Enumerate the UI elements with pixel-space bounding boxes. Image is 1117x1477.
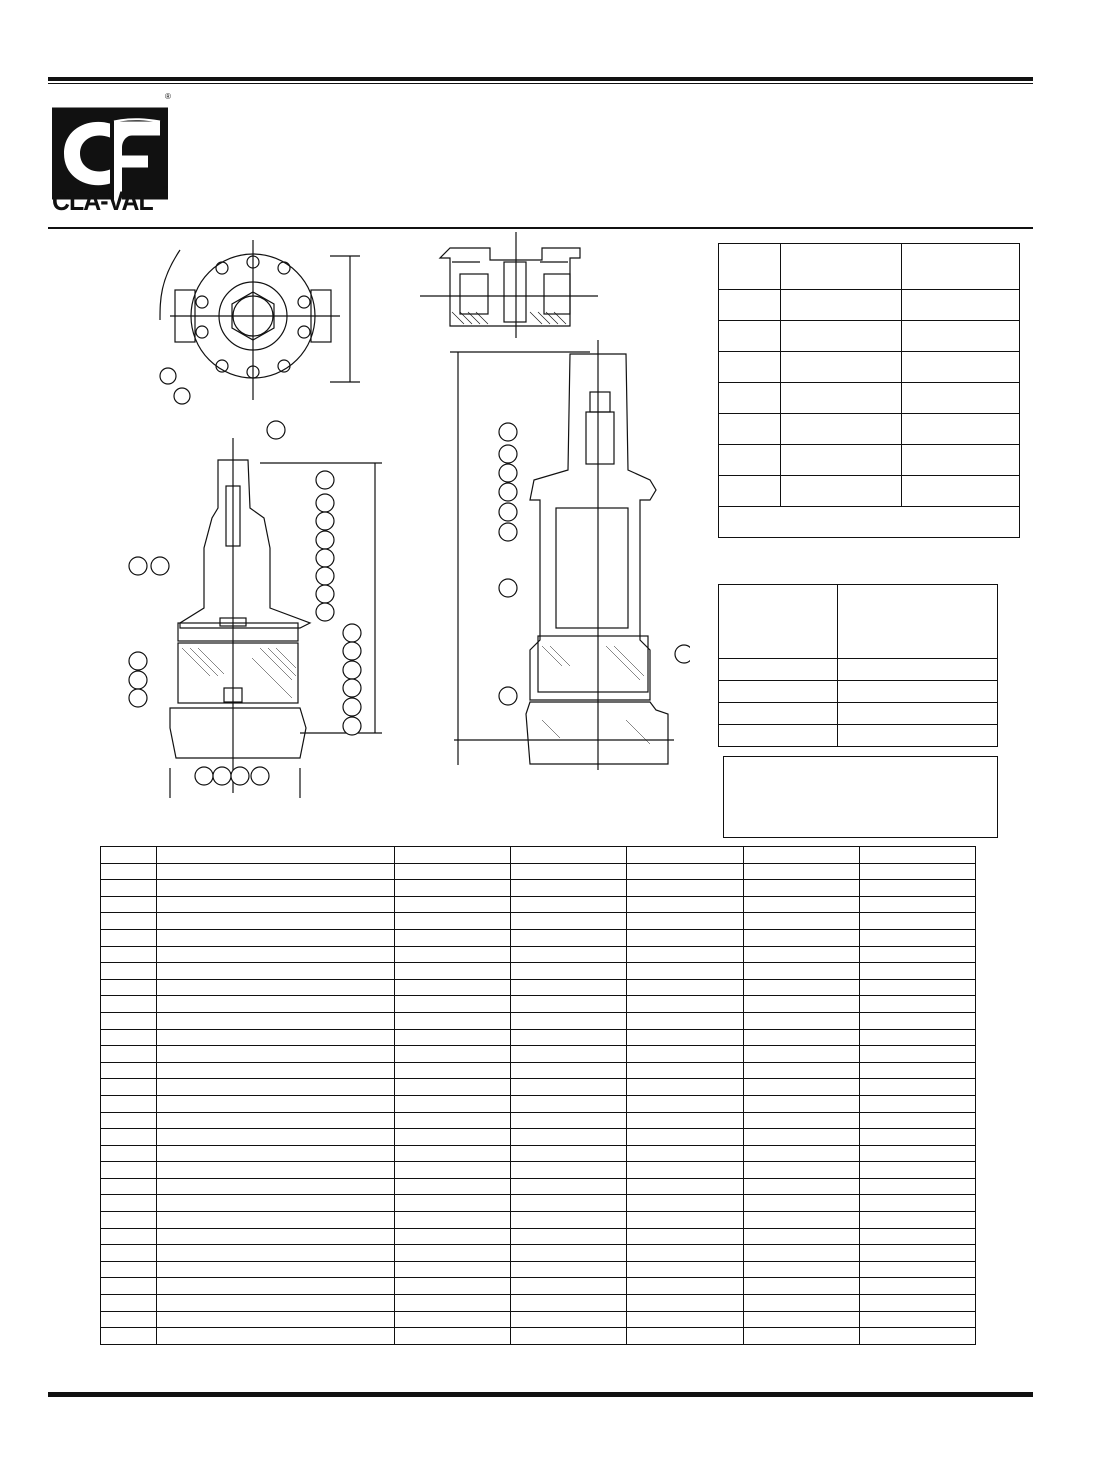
parts-cell xyxy=(156,880,394,897)
parts-cell xyxy=(859,929,975,946)
parts-row xyxy=(101,1079,976,1096)
parts-cell xyxy=(743,1178,859,1195)
parts-cell xyxy=(627,1012,743,1029)
dimension-cell xyxy=(719,352,781,383)
parts-cell xyxy=(743,1228,859,1245)
parts-cell xyxy=(156,929,394,946)
parts-row xyxy=(101,1278,976,1295)
parts-cell xyxy=(743,896,859,913)
parts-cell xyxy=(511,1046,627,1063)
parts-cell xyxy=(743,1079,859,1096)
parts-cell xyxy=(627,1129,743,1146)
parts-cell xyxy=(394,1212,510,1229)
parts-cell xyxy=(394,1012,510,1029)
parts-cell xyxy=(156,963,394,980)
size-cell xyxy=(838,585,998,659)
parts-cell xyxy=(101,1079,157,1096)
parts-cell xyxy=(394,913,510,930)
parts-cell xyxy=(511,863,627,880)
parts-cell xyxy=(511,1311,627,1328)
parts-cell xyxy=(511,1212,627,1229)
parts-cell xyxy=(101,1178,157,1195)
parts-cell xyxy=(743,1112,859,1129)
logo-wordmark: CLA-VAL xyxy=(52,186,153,216)
parts-cell xyxy=(101,1278,157,1295)
parts-cell xyxy=(627,1328,743,1345)
parts-cell xyxy=(101,1145,157,1162)
parts-cell xyxy=(627,1311,743,1328)
parts-cell xyxy=(859,1245,975,1262)
dimension-cell xyxy=(781,290,902,321)
parts-cell xyxy=(101,880,157,897)
parts-cell xyxy=(859,880,975,897)
size-cell xyxy=(838,681,998,703)
parts-row xyxy=(101,1129,976,1146)
dimension-cell xyxy=(902,244,1020,290)
parts-cell xyxy=(743,1261,859,1278)
parts-cell xyxy=(743,1129,859,1146)
parts-cell xyxy=(156,1095,394,1112)
parts-row xyxy=(101,1162,976,1179)
parts-cell xyxy=(156,1079,394,1096)
trademark-mark: ™ xyxy=(162,186,168,192)
parts-cell xyxy=(859,1278,975,1295)
parts-cell xyxy=(859,996,975,1013)
parts-cell xyxy=(859,1145,975,1162)
parts-cell xyxy=(511,946,627,963)
parts-row xyxy=(101,1178,976,1195)
parts-cell xyxy=(511,1095,627,1112)
parts-cell xyxy=(859,847,975,864)
parts-cell xyxy=(743,946,859,963)
dimension-cell xyxy=(781,476,902,507)
parts-cell xyxy=(511,1295,627,1312)
dimension-cell xyxy=(719,383,781,414)
parts-cell xyxy=(511,963,627,980)
parts-cell xyxy=(511,1278,627,1295)
dimension-cell xyxy=(719,244,781,290)
size-cell xyxy=(719,585,838,659)
parts-cell xyxy=(156,979,394,996)
parts-cell xyxy=(394,1311,510,1328)
parts-cell xyxy=(394,1195,510,1212)
parts-cell xyxy=(101,1095,157,1112)
parts-cell xyxy=(101,1112,157,1129)
parts-table xyxy=(100,846,976,1345)
parts-cell xyxy=(511,913,627,930)
parts-cell xyxy=(743,979,859,996)
parts-cell xyxy=(156,1129,394,1146)
parts-row xyxy=(101,1046,976,1063)
dimension-cell xyxy=(781,445,902,476)
parts-cell xyxy=(156,1261,394,1278)
parts-cell xyxy=(627,1195,743,1212)
parts-cell xyxy=(743,847,859,864)
dimension-cell xyxy=(781,352,902,383)
dimension-footnote-cell xyxy=(719,507,1020,538)
top-section-drawing xyxy=(420,232,600,340)
parts-cell xyxy=(859,1261,975,1278)
parts-cell xyxy=(156,1062,394,1079)
parts-cell xyxy=(394,1079,510,1096)
parts-cell xyxy=(156,1195,394,1212)
parts-cell xyxy=(101,1129,157,1146)
parts-cell xyxy=(394,1046,510,1063)
parts-row xyxy=(101,929,976,946)
parts-cell xyxy=(627,946,743,963)
parts-cell xyxy=(859,1079,975,1096)
parts-cell xyxy=(394,929,510,946)
parts-cell xyxy=(101,1328,157,1345)
parts-row xyxy=(101,1212,976,1229)
parts-cell xyxy=(511,1012,627,1029)
dimension-cell xyxy=(781,383,902,414)
parts-cell xyxy=(394,1112,510,1129)
parts-cell xyxy=(156,913,394,930)
parts-cell xyxy=(156,1012,394,1029)
parts-cell xyxy=(156,1328,394,1345)
parts-cell xyxy=(511,1112,627,1129)
parts-cell xyxy=(101,1311,157,1328)
parts-row xyxy=(101,1228,976,1245)
parts-cell xyxy=(101,863,157,880)
parts-cell xyxy=(156,996,394,1013)
parts-cell xyxy=(627,1261,743,1278)
parts-row xyxy=(101,1145,976,1162)
parts-cell xyxy=(156,1162,394,1179)
parts-cell xyxy=(156,1029,394,1046)
parts-cell xyxy=(394,996,510,1013)
dimension-cell xyxy=(902,445,1020,476)
dimension-cell xyxy=(719,414,781,445)
parts-cell xyxy=(511,847,627,864)
parts-cell xyxy=(743,1278,859,1295)
parts-cell xyxy=(156,1311,394,1328)
parts-cell xyxy=(743,863,859,880)
parts-cell xyxy=(627,979,743,996)
parts-cell xyxy=(859,1012,975,1029)
parts-cell xyxy=(743,880,859,897)
parts-cell xyxy=(156,847,394,864)
parts-cell xyxy=(394,1129,510,1146)
footer-rule xyxy=(48,1392,1033,1397)
parts-cell xyxy=(101,1012,157,1029)
parts-cell xyxy=(743,1095,859,1112)
parts-cell xyxy=(101,896,157,913)
parts-cell xyxy=(627,1112,743,1129)
dimension-cell xyxy=(781,414,902,445)
parts-cell xyxy=(511,1328,627,1345)
parts-cell xyxy=(743,963,859,980)
parts-cell xyxy=(627,1295,743,1312)
parts-cell xyxy=(627,1029,743,1046)
parts-cell xyxy=(627,1212,743,1229)
parts-cell xyxy=(101,946,157,963)
parts-cell xyxy=(156,1212,394,1229)
parts-cell xyxy=(156,1178,394,1195)
parts-cell xyxy=(511,1029,627,1046)
parts-cell xyxy=(627,1079,743,1096)
parts-cell xyxy=(743,1062,859,1079)
parts-cell xyxy=(101,1245,157,1262)
parts-cell xyxy=(859,1212,975,1229)
parts-cell xyxy=(101,1261,157,1278)
dimension-cell xyxy=(902,352,1020,383)
top-rule-thick xyxy=(48,77,1033,81)
end-view-drawing xyxy=(150,240,370,410)
parts-cell xyxy=(859,913,975,930)
parts-cell xyxy=(743,1012,859,1029)
parts-cell xyxy=(156,863,394,880)
parts-cell xyxy=(511,996,627,1013)
parts-cell xyxy=(511,896,627,913)
parts-cell xyxy=(743,1245,859,1262)
parts-row xyxy=(101,1095,976,1112)
parts-cell xyxy=(156,946,394,963)
registered-mark: ® xyxy=(165,92,171,101)
parts-cell xyxy=(511,1195,627,1212)
parts-cell xyxy=(627,1062,743,1079)
parts-cell xyxy=(627,1162,743,1179)
dimension-cell xyxy=(781,244,902,290)
parts-cell xyxy=(156,1145,394,1162)
parts-cell xyxy=(627,863,743,880)
note-box xyxy=(723,756,998,838)
parts-row xyxy=(101,913,976,930)
parts-cell xyxy=(627,1095,743,1112)
parts-cell xyxy=(156,1245,394,1262)
dimension-cell xyxy=(781,321,902,352)
parts-cell xyxy=(511,1228,627,1245)
parts-cell xyxy=(627,913,743,930)
parts-cell xyxy=(156,896,394,913)
parts-row xyxy=(101,1029,976,1046)
parts-cell xyxy=(743,1311,859,1328)
parts-cell xyxy=(511,1079,627,1096)
parts-cell xyxy=(511,1261,627,1278)
size-cell xyxy=(838,725,998,747)
parts-cell xyxy=(743,929,859,946)
parts-cell xyxy=(394,1228,510,1245)
parts-cell xyxy=(859,963,975,980)
parts-cell xyxy=(743,1046,859,1063)
parts-cell xyxy=(394,1295,510,1312)
left-section-drawing xyxy=(120,418,390,800)
parts-cell xyxy=(101,1062,157,1079)
size-cell xyxy=(719,725,838,747)
parts-cell xyxy=(627,1178,743,1195)
parts-cell xyxy=(156,1228,394,1245)
parts-cell xyxy=(859,1046,975,1063)
parts-row xyxy=(101,1112,976,1129)
parts-cell xyxy=(394,946,510,963)
parts-cell xyxy=(511,929,627,946)
parts-cell xyxy=(101,1228,157,1245)
parts-cell xyxy=(156,1278,394,1295)
size-cell xyxy=(719,703,838,725)
parts-cell xyxy=(627,1145,743,1162)
parts-row xyxy=(101,1195,976,1212)
parts-cell xyxy=(101,979,157,996)
parts-cell xyxy=(394,847,510,864)
parts-row xyxy=(101,1261,976,1278)
parts-cell xyxy=(627,963,743,980)
parts-cell xyxy=(859,1112,975,1129)
header-bottom-rule xyxy=(48,227,1033,229)
parts-cell xyxy=(394,863,510,880)
parts-row xyxy=(101,1295,976,1312)
parts-cell xyxy=(394,1029,510,1046)
parts-cell xyxy=(511,1178,627,1195)
parts-cell xyxy=(511,979,627,996)
parts-cell xyxy=(627,1278,743,1295)
dimension-table xyxy=(718,243,1020,538)
parts-cell xyxy=(511,1145,627,1162)
parts-cell xyxy=(394,896,510,913)
parts-cell xyxy=(743,913,859,930)
parts-cell xyxy=(101,996,157,1013)
dimension-cell xyxy=(719,476,781,507)
parts-cell xyxy=(394,880,510,897)
parts-cell xyxy=(394,1278,510,1295)
dimension-cell xyxy=(902,476,1020,507)
parts-cell xyxy=(859,896,975,913)
parts-cell xyxy=(859,1228,975,1245)
parts-cell xyxy=(101,963,157,980)
parts-cell xyxy=(859,1062,975,1079)
size-table xyxy=(718,584,998,747)
dimension-cell xyxy=(902,414,1020,445)
parts-cell xyxy=(859,1129,975,1146)
parts-cell xyxy=(101,1212,157,1229)
parts-cell xyxy=(859,863,975,880)
dimension-cell xyxy=(902,383,1020,414)
parts-cell xyxy=(627,847,743,864)
parts-row xyxy=(101,863,976,880)
parts-row xyxy=(101,996,976,1013)
parts-cell xyxy=(859,1178,975,1195)
parts-cell xyxy=(101,1162,157,1179)
dimension-cell xyxy=(902,321,1020,352)
parts-cell xyxy=(511,1245,627,1262)
parts-cell xyxy=(394,963,510,980)
size-cell xyxy=(838,703,998,725)
parts-cell xyxy=(394,979,510,996)
parts-cell xyxy=(394,1062,510,1079)
parts-cell xyxy=(859,1311,975,1328)
parts-cell xyxy=(743,1162,859,1179)
parts-cell xyxy=(743,996,859,1013)
parts-cell xyxy=(101,847,157,864)
parts-cell xyxy=(394,1178,510,1195)
parts-cell xyxy=(394,1162,510,1179)
parts-cell xyxy=(743,1145,859,1162)
parts-cell xyxy=(743,1295,859,1312)
parts-cell xyxy=(394,1145,510,1162)
parts-row xyxy=(101,979,976,996)
parts-cell xyxy=(859,1162,975,1179)
parts-row xyxy=(101,1328,976,1345)
parts-row xyxy=(101,946,976,963)
parts-row xyxy=(101,1062,976,1079)
parts-cell xyxy=(101,929,157,946)
dimension-cell xyxy=(902,290,1020,321)
parts-cell xyxy=(627,880,743,897)
parts-cell xyxy=(511,1162,627,1179)
size-cell xyxy=(719,659,838,681)
parts-cell xyxy=(511,880,627,897)
parts-cell xyxy=(743,1029,859,1046)
parts-cell xyxy=(101,913,157,930)
parts-row xyxy=(101,847,976,864)
parts-row xyxy=(101,1311,976,1328)
parts-cell xyxy=(511,1062,627,1079)
parts-cell xyxy=(859,1095,975,1112)
parts-cell xyxy=(101,1029,157,1046)
dimension-cell xyxy=(719,445,781,476)
parts-cell xyxy=(156,1112,394,1129)
parts-cell xyxy=(859,1029,975,1046)
parts-cell xyxy=(627,1228,743,1245)
parts-row xyxy=(101,963,976,980)
parts-cell xyxy=(394,1328,510,1345)
parts-cell xyxy=(743,1212,859,1229)
parts-cell xyxy=(743,1195,859,1212)
top-rule-thin xyxy=(48,83,1033,84)
parts-cell xyxy=(859,1195,975,1212)
parts-cell xyxy=(743,1328,859,1345)
parts-row xyxy=(101,1245,976,1262)
parts-cell xyxy=(627,996,743,1013)
parts-cell xyxy=(627,1046,743,1063)
parts-row xyxy=(101,880,976,897)
parts-row xyxy=(101,1012,976,1029)
parts-cell xyxy=(627,896,743,913)
parts-cell xyxy=(859,979,975,996)
parts-cell xyxy=(394,1095,510,1112)
parts-cell xyxy=(394,1261,510,1278)
size-cell xyxy=(838,659,998,681)
parts-cell xyxy=(627,929,743,946)
parts-cell xyxy=(156,1295,394,1312)
parts-cell xyxy=(394,1245,510,1262)
parts-cell xyxy=(627,1245,743,1262)
parts-cell xyxy=(101,1195,157,1212)
parts-row xyxy=(101,896,976,913)
parts-cell xyxy=(859,946,975,963)
parts-cell xyxy=(859,1328,975,1345)
right-section-drawing xyxy=(450,340,690,772)
dimension-cell xyxy=(719,321,781,352)
parts-cell xyxy=(156,1046,394,1063)
parts-cell xyxy=(859,1295,975,1312)
parts-cell xyxy=(101,1046,157,1063)
size-cell xyxy=(719,681,838,703)
dimension-cell xyxy=(719,290,781,321)
parts-cell xyxy=(511,1129,627,1146)
parts-cell xyxy=(101,1295,157,1312)
